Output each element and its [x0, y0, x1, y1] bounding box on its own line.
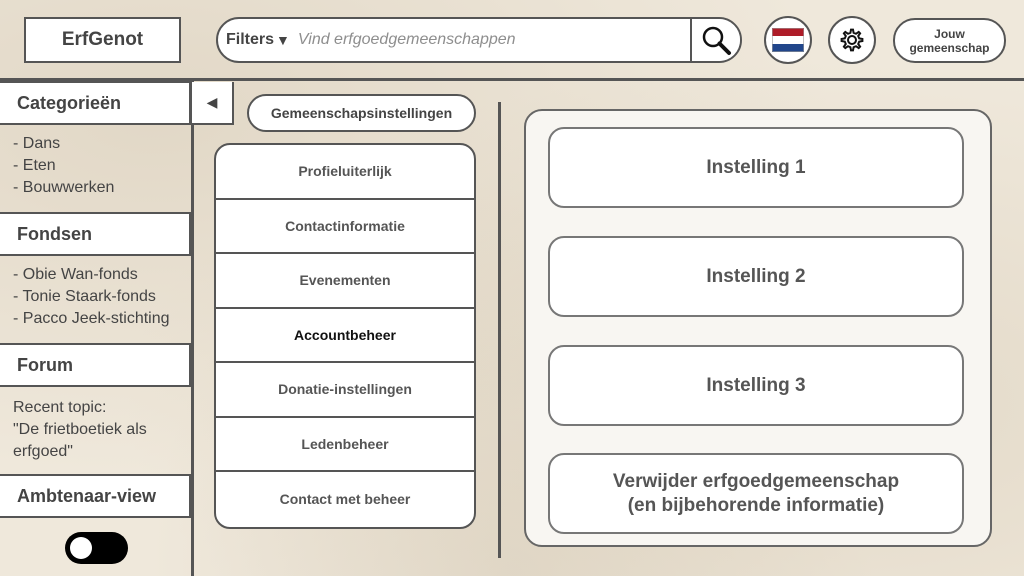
setting-label: Instelling 3 [706, 374, 806, 396]
content-divider [498, 102, 501, 558]
menu-item-account-management[interactable]: Accountbeheer [216, 309, 474, 364]
community-settings-title [247, 94, 476, 132]
official-view-heading [0, 474, 191, 518]
setting-label: Instelling 2 [706, 265, 806, 287]
menu-item-events[interactable]: Evenementen [216, 254, 474, 309]
delete-label-line1: Verwijder erfgoedgemeenschap [612, 470, 900, 492]
setting-label: Instelling 1 [706, 156, 806, 178]
toggle-knob [70, 537, 92, 559]
app-logo-text: ErfGenot [61, 29, 144, 50]
app-logo[interactable] [24, 17, 181, 63]
forum-recent-line: erfgoed" [13, 443, 73, 460]
search-bar [216, 17, 742, 63]
community-settings-label: Gemeenschapsinstellingen [270, 105, 453, 121]
forum-recent-line: "De frietboetiek als [13, 421, 147, 438]
menu-item-contact-admin[interactable]: Contact met beheer [279, 491, 411, 508]
setting-3-button[interactable] [548, 345, 964, 426]
flag-netherlands-icon [772, 28, 804, 52]
setting-2-button[interactable] [548, 236, 964, 317]
category-item[interactable]: - Dans [13, 135, 61, 152]
official-view-toggle[interactable] [65, 532, 128, 564]
menu-item-profile-appearance[interactable]: Profieluiterlijk [216, 145, 474, 200]
setting-1-button[interactable] [548, 127, 964, 208]
sidebar-border [191, 81, 194, 576]
menu-item-donation-settings[interactable]: Donatie-instellingen [216, 363, 474, 418]
fund-item[interactable]: - Pacco Jeek-stichting [13, 310, 170, 327]
forum-heading[interactable] [0, 343, 191, 387]
delete-community-button[interactable] [548, 453, 964, 534]
categories-title: Categorieën [17, 92, 122, 113]
triangle-down-icon: ▼ [276, 32, 290, 48]
forum-recent-topic[interactable] [13, 397, 147, 463]
menu-item-contact-info[interactable]: Contactinformatie [216, 200, 474, 255]
forum-title: Forum [17, 354, 73, 375]
search-button[interactable] [690, 19, 740, 61]
delete-label-line2: (en bijbehorende informatie) [627, 494, 885, 516]
funds-list [13, 264, 170, 330]
filters-dropdown[interactable] [218, 31, 290, 49]
menu-item-member-management[interactable]: Ledenbeheer [216, 418, 474, 473]
my-community-label-line2: gemeenschap [909, 40, 990, 55]
filters-label: Filters [226, 31, 275, 48]
funds-heading[interactable] [0, 212, 191, 256]
my-community-label-line1: Jouw [934, 26, 965, 41]
official-view-title: Ambtenaar-view [17, 485, 157, 506]
settings-button[interactable] [828, 16, 876, 64]
forum-recent-line: Recent topic: [13, 399, 107, 416]
funds-title: Fondsen [17, 223, 92, 244]
categories-list [13, 133, 114, 199]
language-button[interactable] [764, 16, 812, 64]
triangle-left-icon: ◀ [206, 94, 218, 110]
magnifier-icon [700, 24, 732, 56]
settings-menu [214, 143, 476, 529]
fund-item[interactable]: - Obie Wan-fonds [13, 266, 138, 283]
collapse-sidebar-button[interactable] [192, 82, 234, 125]
category-item[interactable]: - Bouwwerken [13, 179, 115, 196]
fund-item[interactable]: - Tonie Staark-fonds [13, 288, 156, 305]
my-community-button[interactable] [893, 18, 1006, 63]
gear-icon [838, 26, 866, 54]
category-item[interactable]: - Eten [13, 157, 56, 174]
categories-heading[interactable] [0, 81, 191, 125]
search-input[interactable] [298, 19, 690, 61]
